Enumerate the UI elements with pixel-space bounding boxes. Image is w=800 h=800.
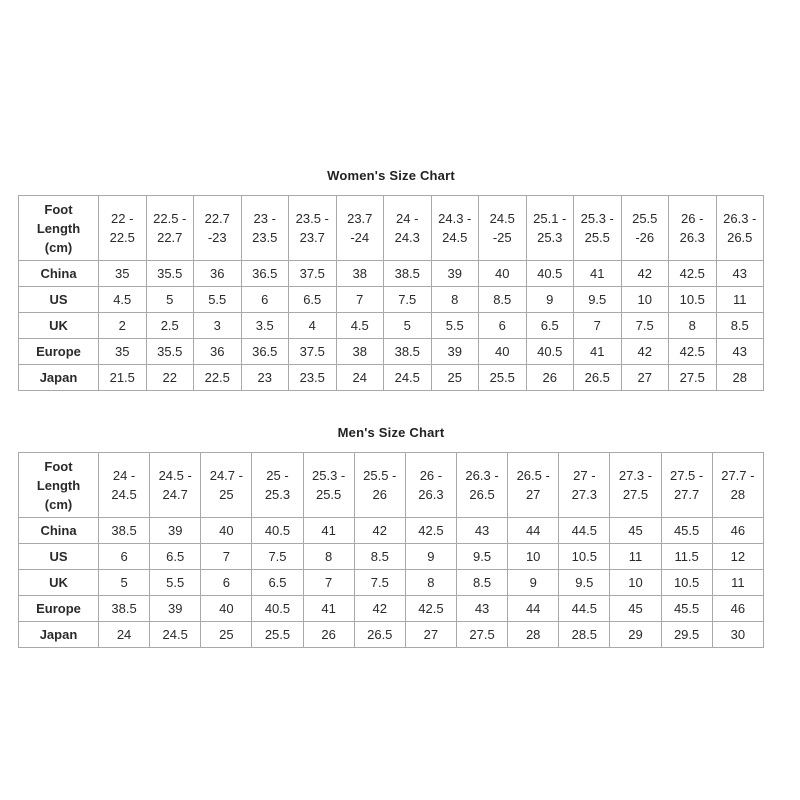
size-value-cell: 27 — [621, 365, 669, 391]
foot-length-range-cell — [99, 453, 150, 518]
size-value-cell: 4.5 — [336, 313, 384, 339]
size-value-cell: 8 — [669, 313, 717, 339]
size-value-cell: 5.5 — [194, 287, 242, 313]
size-row-china — [19, 261, 764, 287]
size-value-cell: 39 — [431, 261, 479, 287]
size-value-cell: 44 — [508, 596, 559, 622]
foot-length-range-cell — [336, 196, 384, 261]
size-value-cell: 11 — [610, 544, 661, 570]
foot-length-range-line: 24.5 — [489, 211, 515, 226]
size-value-cell: 41 — [574, 261, 622, 287]
foot-length-range-line: 22.7 — [204, 211, 230, 226]
size-row-us — [19, 287, 764, 313]
foot-length-range-cell — [456, 453, 507, 518]
size-value-cell: 6.5 — [289, 287, 337, 313]
size-value-cell: 36 — [194, 339, 242, 365]
size-row-europe — [19, 339, 764, 365]
size-value-cell: 42 — [621, 339, 669, 365]
size-row-japan — [19, 622, 764, 648]
size-value-cell: 10 — [508, 544, 559, 570]
foot-length-range-cell — [574, 196, 622, 261]
foot-length-range-line: 26.5 — [727, 230, 753, 245]
size-value-cell: 41 — [574, 339, 622, 365]
foot-length-range-line: 23.7 — [347, 211, 373, 226]
men-size-chart — [18, 423, 764, 648]
size-value-cell: 23 — [241, 365, 289, 391]
size-value-cell: 10 — [610, 570, 661, 596]
size-value-cell: 28 — [508, 622, 559, 648]
size-value-cell: 45 — [610, 596, 661, 622]
men-size-table — [18, 452, 764, 648]
foot-length-range-line: -26 — [635, 230, 655, 245]
size-row-china — [19, 518, 764, 544]
size-value-cell: 25 — [431, 365, 479, 391]
foot-length-range-cell — [661, 453, 712, 518]
foot-length-range-line: 25.1 - — [533, 211, 567, 226]
size-value-cell: 5.5 — [150, 570, 201, 596]
size-value-cell: 6 — [99, 544, 150, 570]
foot-length-range-cell — [252, 453, 303, 518]
size-value-cell: 7 — [303, 570, 354, 596]
size-value-cell: 27.5 — [669, 365, 717, 391]
size-value-cell: 45 — [610, 518, 661, 544]
size-value-cell: 6.5 — [252, 570, 303, 596]
size-value-cell: 44 — [508, 518, 559, 544]
foot-length-range-line: 25.3 - — [580, 211, 614, 226]
foot-length-range-cell — [289, 196, 337, 261]
size-value-cell: 40 — [479, 261, 527, 287]
size-value-cell: 7.5 — [621, 313, 669, 339]
size-value-cell: 44.5 — [559, 518, 610, 544]
size-row-us — [19, 544, 764, 570]
foot-length-range-line: 22.5 — [109, 230, 135, 245]
size-value-cell: 29 — [610, 622, 661, 648]
size-value-cell: 5 — [99, 570, 150, 596]
size-value-cell: 2.5 — [146, 313, 194, 339]
size-value-cell: 7.5 — [354, 570, 405, 596]
size-row-uk — [19, 313, 764, 339]
foot-length-range-line: -24 — [350, 230, 370, 245]
size-value-cell: 40 — [479, 339, 527, 365]
size-value-cell: 25 — [201, 622, 252, 648]
size-value-cell: 9.5 — [559, 570, 610, 596]
size-value-cell: 42.5 — [669, 339, 717, 365]
foot-length-range-line: 24.5 - — [158, 468, 192, 483]
foot-length-range-line: 27.7 — [673, 487, 700, 502]
size-system-label: Europe — [19, 596, 99, 622]
size-value-cell: 10.5 — [661, 570, 712, 596]
size-value-cell: 39 — [431, 339, 479, 365]
size-value-cell: 38.5 — [99, 596, 150, 622]
size-value-cell: 36.5 — [241, 339, 289, 365]
foot-length-range-cell — [201, 453, 252, 518]
size-value-cell: 8 — [431, 287, 479, 313]
size-system-label: China — [19, 518, 99, 544]
size-value-cell: 40 — [201, 596, 252, 622]
size-value-cell: 6 — [201, 570, 252, 596]
foot-length-range-line: 26 - — [681, 211, 704, 226]
size-value-cell: 9 — [405, 544, 456, 570]
men-table-body — [19, 453, 764, 648]
foot-length-range-line: 27.5 — [622, 487, 649, 502]
size-system-label: US — [19, 287, 99, 313]
size-value-cell: 38.5 — [99, 518, 150, 544]
size-value-cell: 37.5 — [289, 261, 337, 287]
size-value-cell: 42.5 — [405, 518, 456, 544]
foot-length-range-line: 26.3 - — [723, 211, 757, 226]
size-value-cell: 5.5 — [431, 313, 479, 339]
size-value-cell: 7 — [201, 544, 252, 570]
foot-length-range-line: -23 — [207, 230, 227, 245]
size-value-cell: 6 — [241, 287, 289, 313]
size-row-europe — [19, 596, 764, 622]
foot-length-range-cell — [99, 196, 147, 261]
size-value-cell: 4.5 — [99, 287, 147, 313]
size-value-cell: 10.5 — [559, 544, 610, 570]
size-value-cell: 8.5 — [354, 544, 405, 570]
size-value-cell: 24 — [99, 622, 150, 648]
size-value-cell: 21.5 — [99, 365, 147, 391]
foot-length-range-line: 24 - — [112, 468, 136, 483]
size-value-cell: 28 — [716, 365, 764, 391]
foot-length-range-line: 24.7 - — [209, 468, 243, 483]
foot-length-range-cell — [526, 196, 574, 261]
size-value-cell: 11 — [712, 570, 763, 596]
size-value-cell: 25.5 — [479, 365, 527, 391]
size-value-cell: 27.5 — [456, 622, 507, 648]
size-value-cell: 36 — [194, 261, 242, 287]
size-value-cell: 26.5 — [574, 365, 622, 391]
size-value-cell: 7.5 — [384, 287, 432, 313]
foot-length-range-cell — [716, 196, 764, 261]
foot-length-range-cell — [610, 453, 661, 518]
size-value-cell: 40.5 — [526, 261, 574, 287]
foot-length-range-line: 25.5 — [632, 211, 658, 226]
foot-length-range-cell — [384, 196, 432, 261]
foot-length-range-cell — [621, 196, 669, 261]
foot-length-range-line: 24 - — [396, 211, 419, 226]
size-value-cell: 42 — [354, 596, 405, 622]
foot-length-range-cell — [303, 453, 354, 518]
foot-length-range-line: 27 - — [573, 468, 596, 483]
size-value-cell: 2 — [99, 313, 147, 339]
size-value-cell: 6 — [479, 313, 527, 339]
foot-length-range-line: 27 — [525, 487, 541, 502]
size-value-cell: 9 — [526, 287, 574, 313]
foot-length-range-line: 27.7 - — [721, 468, 755, 483]
foot-length-range-line: 25.3 — [264, 487, 291, 502]
size-value-cell: 7 — [336, 287, 384, 313]
size-value-cell: 8.5 — [479, 287, 527, 313]
size-value-cell: 5 — [146, 287, 194, 313]
size-value-cell: 6.5 — [150, 544, 201, 570]
size-value-cell: 12 — [712, 544, 763, 570]
foot-length-label-line: Foot — [44, 458, 73, 474]
size-value-cell: 35 — [99, 261, 147, 287]
size-value-cell: 35 — [99, 339, 147, 365]
foot-length-range-line: 23 - — [253, 211, 276, 226]
foot-length-range-cell — [431, 196, 479, 261]
size-value-cell: 37.5 — [289, 339, 337, 365]
foot-length-label-line: Length — [36, 220, 81, 236]
foot-length-range-line: 22 - — [111, 211, 134, 226]
size-value-cell: 4 — [289, 313, 337, 339]
foot-length-range-line: 25.3 — [537, 230, 563, 245]
foot-length-range-cell — [194, 196, 242, 261]
foot-length-range-line: 23.5 - — [295, 211, 329, 226]
foot-length-range-line: 22.7 — [157, 230, 183, 245]
foot-length-range-line: 25 — [219, 487, 234, 502]
foot-length-range-line: 22.5 - — [153, 211, 187, 226]
foot-length-range-cell — [479, 196, 527, 261]
size-value-cell: 42 — [621, 261, 669, 287]
size-value-cell: 11.5 — [661, 544, 712, 570]
size-value-cell: 3 — [194, 313, 242, 339]
foot-length-range-line: 24.3 — [394, 230, 420, 245]
foot-length-range-cell — [354, 453, 405, 518]
size-value-cell: 9 — [508, 570, 559, 596]
foot-length-label-line: Length — [36, 477, 81, 493]
size-system-label: US — [19, 544, 99, 570]
foot-length-range-line: 27.3 - — [618, 468, 653, 483]
size-value-cell: 8 — [405, 570, 456, 596]
foot-length-range-line: 24.7 — [162, 487, 188, 502]
size-value-cell: 40 — [201, 518, 252, 544]
size-value-cell: 24 — [336, 365, 384, 391]
size-value-cell: 22 — [146, 365, 194, 391]
foot-length-range-line: 27.5 - — [669, 468, 704, 483]
foot-length-range-cell — [669, 196, 717, 261]
size-value-cell: 40.5 — [252, 518, 303, 544]
foot-length-range-line: 26.3 - — [465, 468, 499, 483]
foot-length-range-line: 26 - — [419, 468, 443, 483]
size-value-cell: 42.5 — [405, 596, 456, 622]
size-value-cell: 36.5 — [241, 261, 289, 287]
size-system-label: Japan — [19, 365, 99, 391]
size-value-cell: 9.5 — [574, 287, 622, 313]
size-system-label: China — [19, 261, 99, 287]
women-size-chart — [18, 166, 764, 391]
size-value-cell: 38 — [336, 339, 384, 365]
size-value-cell: 26.5 — [354, 622, 405, 648]
foot-length-range-cell — [150, 453, 201, 518]
size-value-cell: 8 — [303, 544, 354, 570]
size-value-cell: 28.5 — [559, 622, 610, 648]
foot-length-range-line: 28 — [730, 487, 746, 502]
foot-length-range-cell — [559, 453, 610, 518]
foot-length-header-row — [19, 196, 764, 261]
foot-length-range-line: 24.5 — [111, 487, 137, 502]
foot-length-range-line: 25 - — [266, 468, 289, 483]
size-value-cell: 10.5 — [669, 287, 717, 313]
size-system-label: UK — [19, 313, 99, 339]
foot-length-header — [19, 453, 99, 518]
size-value-cell: 7.5 — [252, 544, 303, 570]
men-chart-title: Men's Size Chart — [337, 425, 445, 440]
foot-length-range-line: 24.5 — [442, 230, 468, 245]
size-value-cell: 42.5 — [669, 261, 717, 287]
size-value-cell: 43 — [456, 596, 507, 622]
size-value-cell: 29.5 — [661, 622, 712, 648]
size-value-cell: 43 — [716, 261, 764, 287]
size-value-cell: 38.5 — [384, 339, 432, 365]
size-value-cell: 44.5 — [559, 596, 610, 622]
size-value-cell: 41 — [303, 596, 354, 622]
size-value-cell: 43 — [716, 339, 764, 365]
size-value-cell: 35.5 — [146, 261, 194, 287]
size-value-cell: 23.5 — [289, 365, 337, 391]
size-value-cell: 24.5 — [384, 365, 432, 391]
size-value-cell: 40.5 — [526, 339, 574, 365]
size-value-cell: 27 — [405, 622, 456, 648]
size-value-cell: 24.5 — [150, 622, 201, 648]
women-size-table — [18, 195, 764, 391]
size-value-cell: 9.5 — [456, 544, 507, 570]
size-value-cell: 39 — [150, 518, 201, 544]
foot-length-range-line: -25 — [492, 230, 512, 245]
size-value-cell: 11 — [716, 287, 764, 313]
foot-length-range-line: 23.7 — [299, 230, 325, 245]
size-value-cell: 41 — [303, 518, 354, 544]
size-value-cell: 8.5 — [456, 570, 507, 596]
size-value-cell: 26 — [303, 622, 354, 648]
size-system-label: Japan — [19, 622, 99, 648]
size-value-cell: 22.5 — [194, 365, 242, 391]
size-value-cell: 46 — [712, 518, 763, 544]
foot-length-range-line: 24.3 - — [438, 211, 472, 226]
size-value-cell: 25.5 — [252, 622, 303, 648]
size-value-cell: 42 — [354, 518, 405, 544]
foot-length-range-line: 25.5 — [315, 487, 342, 502]
foot-length-range-line: 25.3 - — [312, 468, 346, 483]
foot-length-range-line: 26.5 — [469, 487, 495, 502]
foot-length-range-line: 26.3 — [418, 487, 444, 502]
foot-length-range-line: 25.5 — [584, 230, 610, 245]
foot-length-range-line: 26.5 - — [516, 468, 550, 483]
size-system-label: Europe — [19, 339, 99, 365]
size-value-cell: 7 — [574, 313, 622, 339]
size-value-cell: 3.5 — [241, 313, 289, 339]
foot-length-header-row — [19, 453, 764, 518]
size-system-label: UK — [19, 570, 99, 596]
foot-length-header — [19, 196, 99, 261]
size-value-cell: 30 — [712, 622, 763, 648]
size-value-cell: 46 — [712, 596, 763, 622]
foot-length-range-line: 26 — [372, 487, 387, 502]
foot-length-range-line: 23.5 — [252, 230, 278, 245]
foot-length-range-cell — [146, 196, 194, 261]
size-value-cell: 40.5 — [252, 596, 303, 622]
size-value-cell: 35.5 — [146, 339, 194, 365]
size-value-cell: 45.5 — [661, 518, 712, 544]
size-value-cell: 43 — [456, 518, 507, 544]
foot-length-label-line: (cm) — [44, 239, 73, 255]
foot-length-label-line: Foot — [44, 201, 73, 217]
size-value-cell: 38 — [336, 261, 384, 287]
women-table-body — [19, 196, 764, 391]
size-value-cell: 26 — [526, 365, 574, 391]
foot-length-range-cell — [508, 453, 559, 518]
size-value-cell: 5 — [384, 313, 432, 339]
women-chart-title: Women's Size Chart — [327, 168, 455, 183]
foot-length-range-line: 27.3 — [571, 487, 597, 502]
foot-length-range-cell — [241, 196, 289, 261]
foot-length-label-line: (cm) — [44, 496, 73, 512]
size-value-cell: 10 — [621, 287, 669, 313]
foot-length-range-cell — [712, 453, 763, 518]
foot-length-range-cell — [405, 453, 456, 518]
foot-length-range-line: 25.5 - — [363, 468, 397, 483]
size-row-japan — [19, 365, 764, 391]
size-row-uk — [19, 570, 764, 596]
foot-length-range-line: 26.3 — [679, 230, 705, 245]
size-value-cell: 8.5 — [716, 313, 764, 339]
size-value-cell: 39 — [150, 596, 201, 622]
size-value-cell: 45.5 — [661, 596, 712, 622]
size-value-cell: 6.5 — [526, 313, 574, 339]
size-value-cell: 38.5 — [384, 261, 432, 287]
